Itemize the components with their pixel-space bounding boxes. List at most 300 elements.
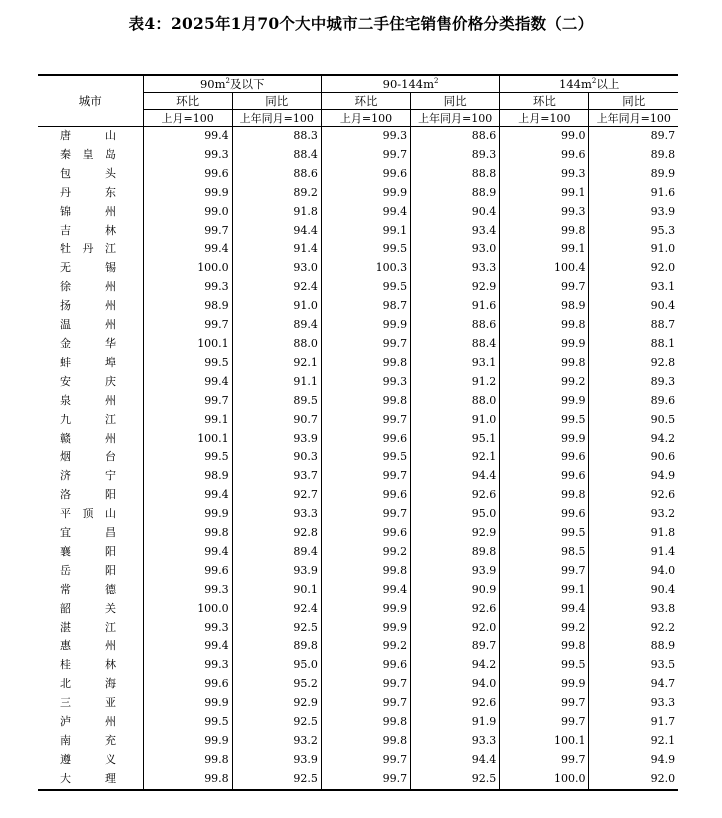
city-name: 丹东	[60, 185, 116, 199]
large-yoy-cell: 93.8	[589, 600, 678, 619]
small-mom-cell: 99.5	[143, 713, 232, 732]
small-yoy-cell: 93.9	[232, 430, 321, 449]
city-name: 洛阳	[60, 488, 116, 502]
small-yoy-cell: 89.5	[232, 392, 321, 411]
group-header-large: $144m^2$以上	[500, 75, 678, 93]
large-yoy-cell: 94.9	[589, 751, 678, 770]
city-cell	[38, 467, 143, 486]
large-mom-cell: 99.6	[500, 505, 589, 524]
large-mom-cell: 99.9	[500, 392, 589, 411]
medium-mom-cell: 99.8	[321, 732, 410, 751]
small-yoy-cell: 92.1	[232, 354, 321, 373]
small-yoy-cell: 91.8	[232, 203, 321, 222]
table-row	[38, 316, 678, 335]
small-mom-cell: 99.3	[143, 656, 232, 675]
mom-header: 环比	[143, 93, 232, 110]
medium-yoy-cell: 95.0	[411, 505, 500, 524]
table-row	[38, 675, 678, 694]
city-name: 金华	[60, 336, 116, 350]
large-yoy-cell: 92.1	[589, 732, 678, 751]
city-name: 包头	[60, 166, 116, 180]
large-yoy-cell: 93.9	[589, 203, 678, 222]
medium-mom-cell: 99.5	[321, 240, 410, 259]
medium-yoy-cell: 88.6	[411, 127, 500, 146]
small-mom-cell: 99.4	[143, 127, 232, 146]
city-cell	[38, 373, 143, 392]
city-cell	[38, 146, 143, 165]
medium-mom-cell: 99.8	[321, 354, 410, 373]
yoy-header: 同比	[411, 93, 500, 110]
small-yoy-cell: 91.0	[232, 297, 321, 316]
medium-yoy-cell: 94.0	[411, 675, 500, 694]
table-row	[38, 637, 678, 656]
large-yoy-cell: 91.6	[589, 184, 678, 203]
mom-header: 环比	[321, 93, 410, 110]
city-name: 九江	[60, 412, 116, 426]
city-cell	[38, 732, 143, 751]
medium-yoy-cell: 92.6	[411, 600, 500, 619]
mom-base-header: 上月=100	[143, 110, 232, 127]
small-mom-cell: 99.6	[143, 675, 232, 694]
large-yoy-cell: 94.7	[589, 675, 678, 694]
medium-mom-cell: 99.9	[321, 316, 410, 335]
medium-yoy-cell: 93.0	[411, 240, 500, 259]
medium-yoy-cell: 91.6	[411, 297, 500, 316]
city-name: 吉林	[60, 223, 116, 237]
small-mom-cell: 99.8	[143, 524, 232, 543]
yoy-header: 同比	[589, 93, 678, 110]
city-cell	[38, 240, 143, 259]
city-cell	[38, 637, 143, 656]
small-yoy-cell: 92.5	[232, 619, 321, 638]
medium-mom-cell: 99.8	[321, 713, 410, 732]
medium-mom-cell: 99.2	[321, 637, 410, 656]
small-yoy-cell: 91.4	[232, 240, 321, 259]
small-yoy-cell: 90.1	[232, 581, 321, 600]
small-yoy-cell: 92.7	[232, 486, 321, 505]
medium-yoy-cell: 88.6	[411, 316, 500, 335]
table-row	[38, 543, 678, 562]
table-row	[38, 335, 678, 354]
large-mom-cell: 98.9	[500, 297, 589, 316]
city-name: 徐州	[60, 280, 116, 294]
small-yoy-cell: 92.4	[232, 600, 321, 619]
medium-mom-cell: 99.7	[321, 505, 410, 524]
large-yoy-cell: 92.0	[589, 259, 678, 278]
large-yoy-cell: 93.3	[589, 694, 678, 713]
small-mom-cell: 99.8	[143, 770, 232, 790]
medium-yoy-cell: 94.4	[411, 751, 500, 770]
large-mom-cell: 99.7	[500, 694, 589, 713]
small-mom-cell: 99.9	[143, 184, 232, 203]
medium-mom-cell: 99.4	[321, 581, 410, 600]
large-mom-cell: 99.1	[500, 184, 589, 203]
large-yoy-cell: 91.0	[589, 240, 678, 259]
table-row	[38, 732, 678, 751]
large-mom-cell: 99.7	[500, 562, 589, 581]
city-name: 北海	[60, 677, 116, 691]
small-yoy-cell: 92.4	[232, 278, 321, 297]
medium-mom-cell: 98.7	[321, 297, 410, 316]
city-cell	[38, 278, 143, 297]
city-name: 三亚	[60, 696, 116, 710]
medium-mom-cell: 99.6	[321, 430, 410, 449]
large-yoy-cell: 90.6	[589, 448, 678, 467]
small-mom-cell: 99.7	[143, 316, 232, 335]
city-name: 襄阳	[60, 544, 116, 558]
medium-yoy-cell: 93.9	[411, 562, 500, 581]
small-mom-cell: 99.9	[143, 505, 232, 524]
small-mom-cell: 99.3	[143, 581, 232, 600]
medium-yoy-cell: 94.2	[411, 656, 500, 675]
small-yoy-cell: 89.4	[232, 316, 321, 335]
table-row	[38, 411, 678, 430]
city-cell	[38, 543, 143, 562]
large-yoy-cell: 88.7	[589, 316, 678, 335]
large-yoy-cell: 95.3	[589, 222, 678, 241]
table-row	[38, 467, 678, 486]
large-yoy-cell: 92.0	[589, 770, 678, 790]
medium-mom-cell: 99.8	[321, 562, 410, 581]
table-row	[38, 165, 678, 184]
small-mom-cell: 100.0	[143, 259, 232, 278]
yoy-base-header: 上年同月=100	[411, 110, 500, 127]
city-cell	[38, 562, 143, 581]
large-mom-cell: 99.8	[500, 316, 589, 335]
small-mom-cell: 100.1	[143, 335, 232, 354]
city-name: 宜昌	[60, 526, 116, 540]
table-row	[38, 127, 678, 146]
city-name: 烟台	[60, 450, 116, 464]
city-name: 温州	[60, 318, 116, 332]
small-mom-cell: 98.9	[143, 467, 232, 486]
large-yoy-cell: 89.6	[589, 392, 678, 411]
small-mom-cell: 99.4	[143, 240, 232, 259]
large-yoy-cell: 88.1	[589, 335, 678, 354]
city-cell	[38, 770, 143, 790]
large-yoy-cell: 90.5	[589, 411, 678, 430]
city-name: 平顶山	[60, 507, 116, 521]
city-column-header: 城市	[38, 75, 143, 127]
small-yoy-cell: 88.0	[232, 335, 321, 354]
medium-mom-cell: 99.7	[321, 694, 410, 713]
city-cell	[38, 203, 143, 222]
medium-yoy-cell: 91.0	[411, 411, 500, 430]
medium-yoy-cell: 90.9	[411, 581, 500, 600]
city-cell	[38, 656, 143, 675]
medium-mom-cell: 99.7	[321, 675, 410, 694]
large-yoy-cell: 89.9	[589, 165, 678, 184]
large-yoy-cell: 93.2	[589, 505, 678, 524]
large-yoy-cell: 92.6	[589, 486, 678, 505]
medium-yoy-cell: 92.6	[411, 694, 500, 713]
table-row	[38, 184, 678, 203]
city-name: 桂林	[60, 658, 116, 672]
small-yoy-cell: 89.8	[232, 637, 321, 656]
small-yoy-cell: 93.9	[232, 751, 321, 770]
mom-base-header: 上月=100	[321, 110, 410, 127]
small-mom-cell: 99.6	[143, 165, 232, 184]
large-mom-cell: 99.7	[500, 278, 589, 297]
small-yoy-cell: 93.3	[232, 505, 321, 524]
large-mom-cell: 99.3	[500, 165, 589, 184]
large-mom-cell: 99.2	[500, 619, 589, 638]
medium-mom-cell: 99.1	[321, 222, 410, 241]
small-mom-cell: 100.0	[143, 600, 232, 619]
large-yoy-cell: 93.5	[589, 656, 678, 675]
yoy-base-header: 上年同月=100	[589, 110, 678, 127]
medium-yoy-cell: 88.8	[411, 165, 500, 184]
price-index-table	[38, 74, 678, 791]
city-name: 安庆	[60, 374, 116, 388]
small-yoy-cell: 94.4	[232, 222, 321, 241]
table-row	[38, 203, 678, 222]
large-mom-cell: 99.2	[500, 373, 589, 392]
city-cell	[38, 354, 143, 373]
medium-yoy-cell: 92.1	[411, 448, 500, 467]
large-yoy-cell: 92.2	[589, 619, 678, 638]
small-mom-cell: 99.8	[143, 751, 232, 770]
medium-mom-cell: 99.5	[321, 278, 410, 297]
small-mom-cell: 99.4	[143, 486, 232, 505]
table-row	[38, 694, 678, 713]
medium-yoy-cell: 89.7	[411, 637, 500, 656]
city-name: 岳阳	[60, 563, 116, 577]
medium-yoy-cell: 89.3	[411, 146, 500, 165]
small-yoy-cell: 92.5	[232, 770, 321, 790]
city-cell	[38, 165, 143, 184]
medium-yoy-cell: 94.4	[411, 467, 500, 486]
table-body	[38, 127, 678, 790]
small-yoy-cell: 92.9	[232, 694, 321, 713]
city-name: 泉州	[60, 393, 116, 407]
small-yoy-cell: 92.8	[232, 524, 321, 543]
city-cell	[38, 411, 143, 430]
small-mom-cell: 99.6	[143, 562, 232, 581]
city-cell	[38, 619, 143, 638]
city-cell	[38, 430, 143, 449]
city-name: 唐山	[60, 129, 116, 142]
small-yoy-cell: 92.5	[232, 713, 321, 732]
table-row	[38, 619, 678, 638]
large-mom-cell: 99.8	[500, 486, 589, 505]
small-yoy-cell: 91.1	[232, 373, 321, 392]
medium-mom-cell: 99.7	[321, 146, 410, 165]
large-yoy-cell: 94.2	[589, 430, 678, 449]
large-mom-cell: 99.6	[500, 467, 589, 486]
small-mom-cell: 99.9	[143, 694, 232, 713]
table-row	[38, 278, 678, 297]
large-mom-cell: 99.9	[500, 430, 589, 449]
medium-mom-cell: 99.6	[321, 165, 410, 184]
medium-mom-cell: 99.6	[321, 524, 410, 543]
table-row	[38, 713, 678, 732]
small-yoy-cell: 95.2	[232, 675, 321, 694]
large-mom-cell: 98.5	[500, 543, 589, 562]
large-mom-cell: 100.1	[500, 732, 589, 751]
city-name: 惠州	[60, 639, 116, 653]
large-mom-cell: 99.3	[500, 203, 589, 222]
large-mom-cell: 99.5	[500, 656, 589, 675]
small-yoy-cell: 95.0	[232, 656, 321, 675]
medium-mom-cell: 99.4	[321, 203, 410, 222]
medium-yoy-cell: 93.3	[411, 259, 500, 278]
large-yoy-cell: 94.9	[589, 467, 678, 486]
large-mom-cell: 99.9	[500, 675, 589, 694]
city-name: 大理	[60, 771, 116, 785]
city-cell	[38, 184, 143, 203]
medium-yoy-cell: 92.6	[411, 486, 500, 505]
city-name: 南充	[60, 734, 116, 747]
medium-yoy-cell: 88.9	[411, 184, 500, 203]
large-yoy-cell: 93.1	[589, 278, 678, 297]
table-row	[38, 751, 678, 770]
large-mom-cell: 100.0	[500, 770, 589, 790]
city-name: 无锡	[60, 261, 116, 275]
large-yoy-cell: 90.4	[589, 581, 678, 600]
medium-yoy-cell: 89.8	[411, 543, 500, 562]
table-title: 表4：2025年1月70个大中城市二手住宅销售价格分类指数（二）	[128, 14, 594, 33]
small-mom-cell: 99.1	[143, 411, 232, 430]
city-cell	[38, 222, 143, 241]
city-name: 泸州	[60, 715, 116, 729]
small-mom-cell: 99.3	[143, 146, 232, 165]
small-mom-cell: 99.4	[143, 543, 232, 562]
group-header-small: $90m^2$及以下	[143, 75, 321, 93]
small-mom-cell: 98.9	[143, 297, 232, 316]
large-yoy-cell: 94.0	[589, 562, 678, 581]
medium-mom-cell: 99.3	[321, 373, 410, 392]
large-mom-cell: 99.8	[500, 637, 589, 656]
large-mom-cell: 100.4	[500, 259, 589, 278]
city-cell	[38, 751, 143, 770]
small-yoy-cell: 89.2	[232, 184, 321, 203]
large-yoy-cell: 91.4	[589, 543, 678, 562]
city-cell	[38, 694, 143, 713]
city-cell	[38, 524, 143, 543]
small-yoy-cell: 88.4	[232, 146, 321, 165]
medium-mom-cell: 100.3	[321, 259, 410, 278]
city-cell	[38, 127, 143, 146]
mom-base-header: 上月=100	[500, 110, 589, 127]
medium-yoy-cell: 95.1	[411, 430, 500, 449]
medium-yoy-cell: 93.1	[411, 354, 500, 373]
city-cell	[38, 392, 143, 411]
large-mom-cell: 99.9	[500, 335, 589, 354]
small-yoy-cell: 88.6	[232, 165, 321, 184]
large-mom-cell: 99.8	[500, 222, 589, 241]
large-mom-cell: 99.6	[500, 448, 589, 467]
large-yoy-cell: 91.8	[589, 524, 678, 543]
medium-yoy-cell: 93.3	[411, 732, 500, 751]
city-name: 扬州	[60, 299, 116, 313]
medium-mom-cell: 99.9	[321, 600, 410, 619]
city-name: 遵义	[60, 752, 116, 766]
small-mom-cell: 99.4	[143, 637, 232, 656]
small-yoy-cell: 88.3	[232, 127, 321, 146]
city-name: 常德	[60, 582, 116, 596]
large-yoy-cell: 89.3	[589, 373, 678, 392]
medium-yoy-cell: 88.0	[411, 392, 500, 411]
table-row	[38, 240, 678, 259]
city-cell	[38, 448, 143, 467]
city-cell	[38, 259, 143, 278]
small-yoy-cell: 90.7	[232, 411, 321, 430]
large-mom-cell: 99.6	[500, 146, 589, 165]
city-name: 湛江	[60, 620, 116, 634]
yoy-header: 同比	[232, 93, 321, 110]
table-row	[38, 430, 678, 449]
medium-mom-cell: 99.2	[321, 543, 410, 562]
large-mom-cell: 99.5	[500, 524, 589, 543]
small-yoy-cell: 89.4	[232, 543, 321, 562]
large-mom-cell: 99.4	[500, 600, 589, 619]
table-row	[38, 770, 678, 790]
table-row	[38, 486, 678, 505]
table-row	[38, 297, 678, 316]
city-cell	[38, 600, 143, 619]
medium-mom-cell: 99.3	[321, 127, 410, 146]
small-mom-cell: 99.0	[143, 203, 232, 222]
small-mom-cell: 99.4	[143, 373, 232, 392]
table-row	[38, 524, 678, 543]
city-cell	[38, 335, 143, 354]
large-mom-cell: 99.0	[500, 127, 589, 146]
city-name: 蚌埠	[60, 355, 116, 369]
large-mom-cell: 99.1	[500, 240, 589, 259]
city-cell	[38, 505, 143, 524]
mom-header: 环比	[500, 93, 589, 110]
medium-yoy-cell: 92.9	[411, 278, 500, 297]
city-cell	[38, 581, 143, 600]
large-yoy-cell: 91.7	[589, 713, 678, 732]
medium-yoy-cell: 92.0	[411, 619, 500, 638]
city-name: 牡丹江	[60, 242, 116, 256]
table-row	[38, 448, 678, 467]
city-cell	[38, 316, 143, 335]
medium-mom-cell: 99.8	[321, 392, 410, 411]
medium-mom-cell: 99.7	[321, 751, 410, 770]
city-name: 秦皇岛	[60, 147, 116, 161]
table-header	[38, 75, 678, 127]
medium-mom-cell: 99.9	[321, 184, 410, 203]
medium-mom-cell: 99.5	[321, 448, 410, 467]
medium-mom-cell: 99.6	[321, 656, 410, 675]
large-yoy-cell: 89.7	[589, 127, 678, 146]
medium-yoy-cell: 91.9	[411, 713, 500, 732]
small-mom-cell: 99.5	[143, 448, 232, 467]
city-cell	[38, 297, 143, 316]
table-row	[38, 354, 678, 373]
city-name: 锦州	[60, 204, 116, 218]
large-mom-cell: 99.1	[500, 581, 589, 600]
table-row	[38, 222, 678, 241]
table-row	[38, 656, 678, 675]
medium-mom-cell: 99.7	[321, 335, 410, 354]
large-mom-cell: 99.8	[500, 354, 589, 373]
large-yoy-cell: 92.8	[589, 354, 678, 373]
yoy-base-header: 上年同月=100	[232, 110, 321, 127]
medium-yoy-cell: 88.4	[411, 335, 500, 354]
large-yoy-cell: 89.8	[589, 146, 678, 165]
city-name: 赣州	[60, 431, 116, 445]
large-mom-cell: 99.7	[500, 751, 589, 770]
small-mom-cell: 99.5	[143, 354, 232, 373]
medium-yoy-cell: 93.4	[411, 222, 500, 241]
city-cell	[38, 713, 143, 732]
large-mom-cell: 99.7	[500, 713, 589, 732]
small-mom-cell: 100.1	[143, 430, 232, 449]
